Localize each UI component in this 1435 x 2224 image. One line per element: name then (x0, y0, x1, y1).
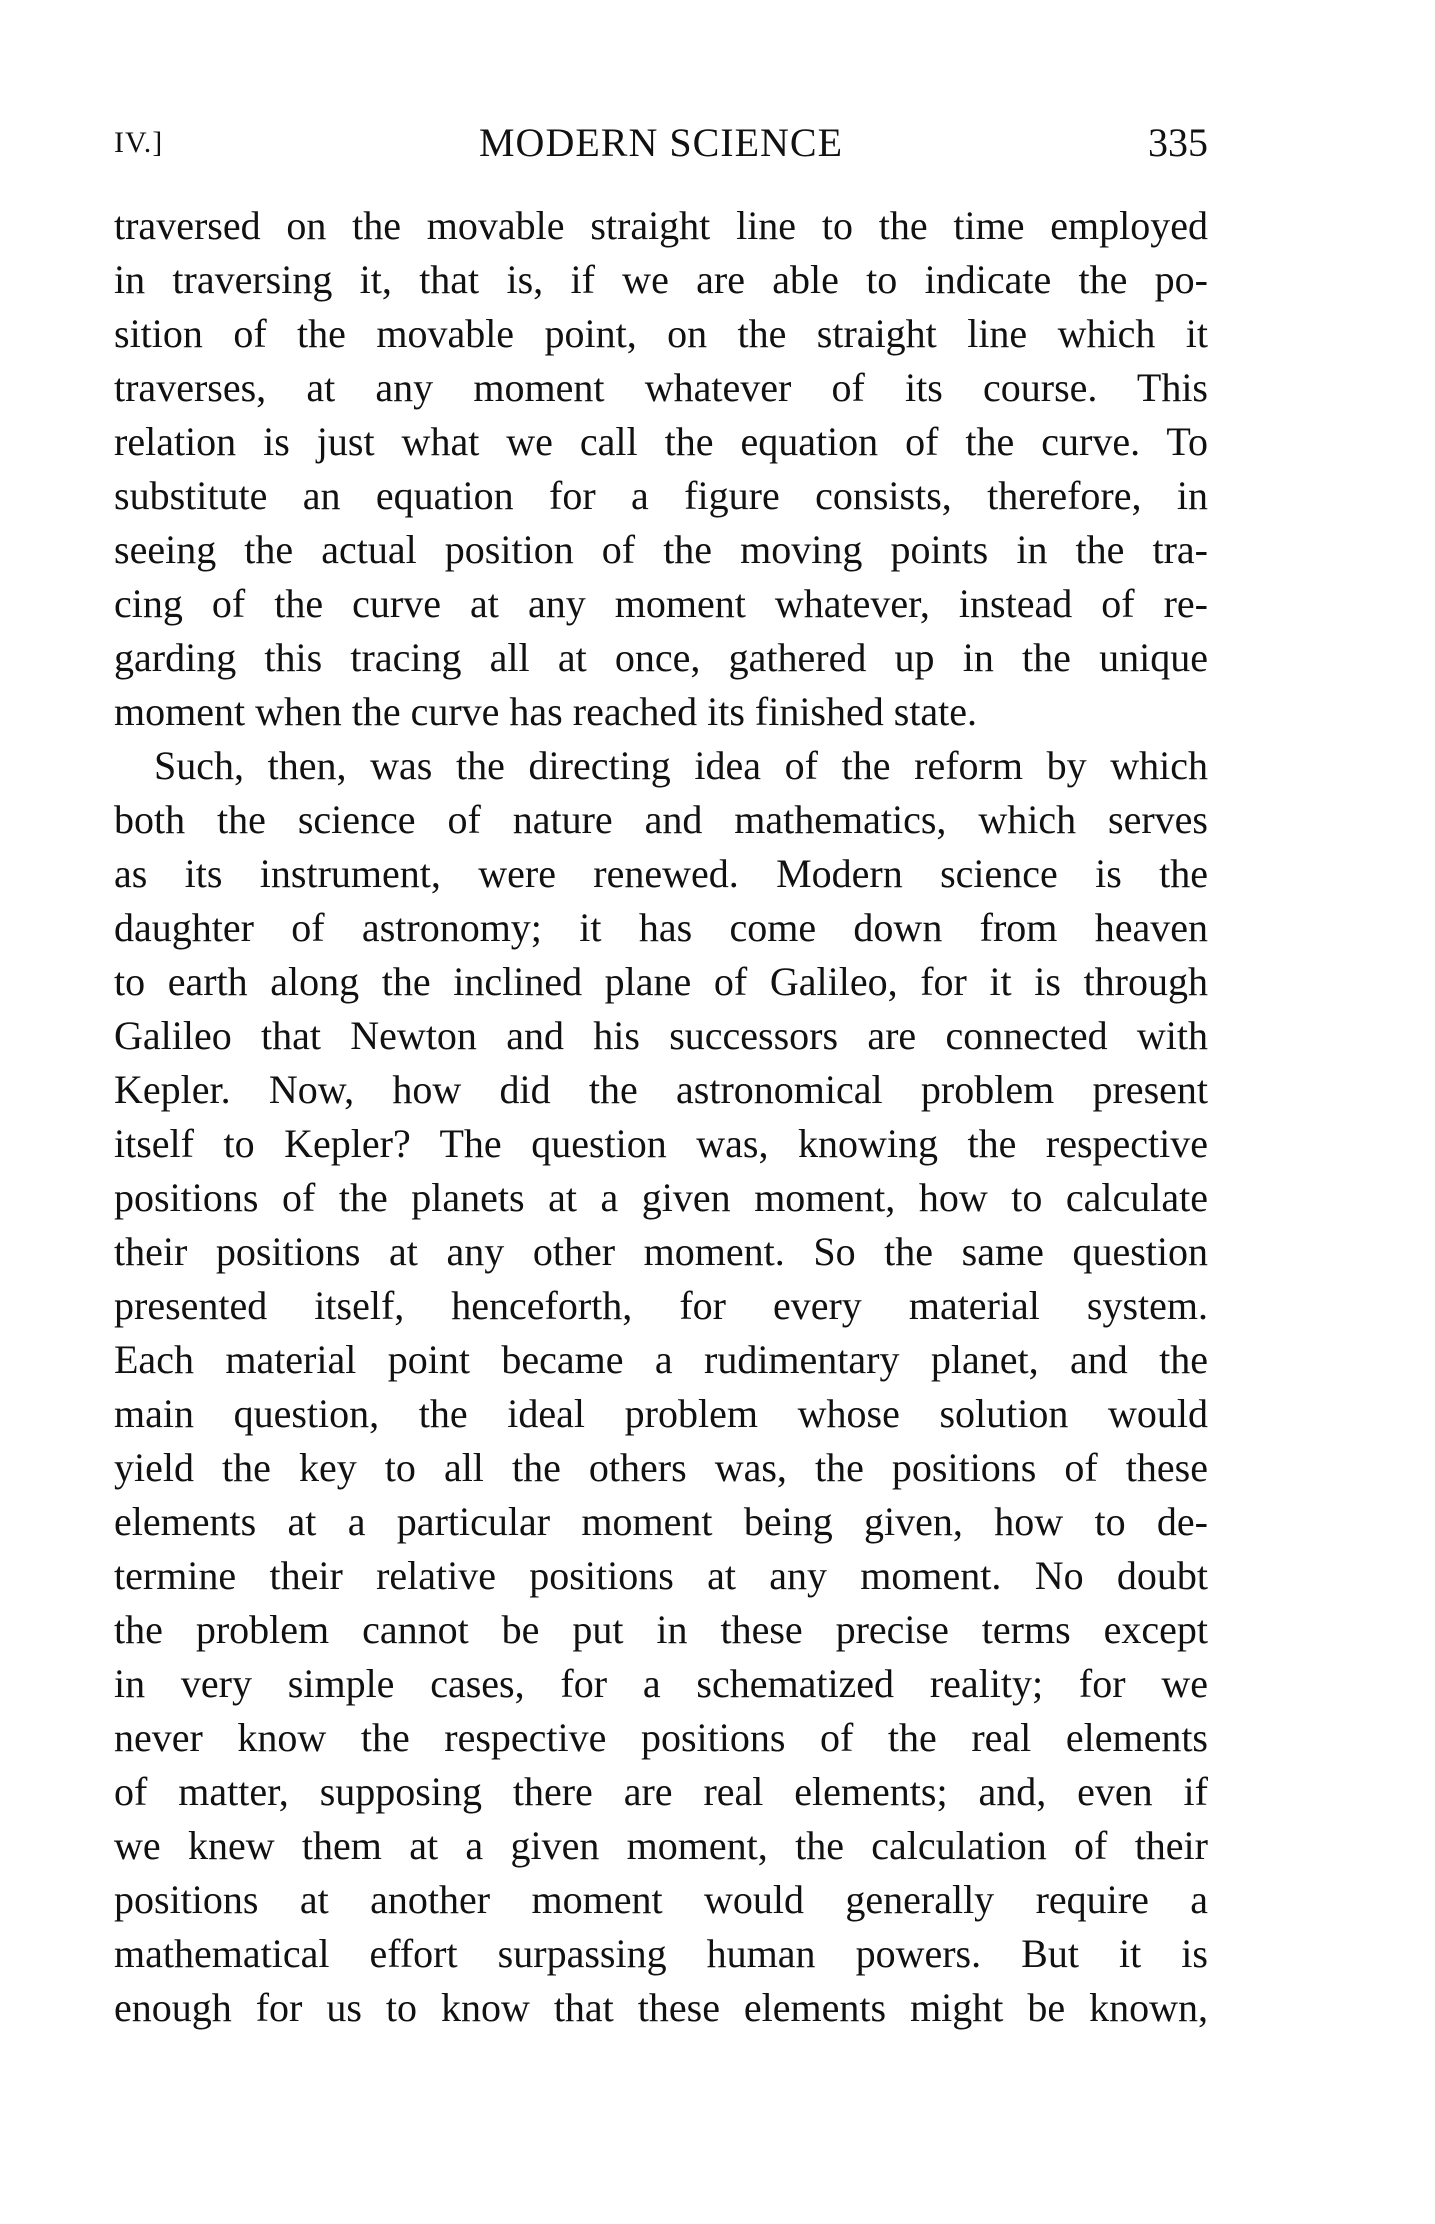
text-line: mathematical effort surpassing human powers. But it is (114, 1931, 1208, 1976)
text-line: in very simple cases, for a schematized reality; for we (114, 1661, 1208, 1706)
text-line: the problem cannot be put in these precise terms except (114, 1607, 1208, 1652)
text-line: sition of the movable point, on the straight line which it (114, 311, 1208, 356)
text-line: presented itself, henceforth, for every material system. (114, 1283, 1208, 1328)
text-line: never know the respective positions of the real elements (114, 1715, 1208, 1760)
text-line: seeing the actual position of the moving points in the tra- (114, 527, 1208, 572)
text-line: cing of the curve at any moment whatever, instead of re- (114, 581, 1208, 626)
text-line: relation is just what we call the equation of the curve. To (114, 419, 1208, 464)
text-line: their positions at any other moment. So the same question (114, 1229, 1208, 1274)
text-line: as its instrument, were renewed. Modern science is the (114, 851, 1208, 896)
text-line: yield the key to all the others was, the positions of these (114, 1445, 1208, 1490)
text-line: positions at another moment would generally require a (114, 1877, 1208, 1922)
chapter-number: IV.] (114, 126, 164, 159)
text-line: main question, the ideal problem whose solution would (114, 1391, 1208, 1436)
body-text (114, 199, 1208, 2035)
text-line: of matter, supposing there are real elements; and, even if (114, 1769, 1208, 1814)
text-line: termine their relative positions at any moment. No doubt (114, 1553, 1208, 1598)
running-head (114, 118, 1208, 168)
text-line: in traversing it, that is, if we are able to indicate the po- (114, 257, 1208, 302)
text-line: both the science of nature and mathematics, which serves (114, 797, 1208, 842)
text-line: itself to Kepler? The question was, knowing the respective (114, 1121, 1208, 1166)
text-line: we knew them at a given moment, the calculation of their (114, 1823, 1208, 1868)
text-line: enough for us to know that these elements might be known, (114, 1985, 1208, 2030)
running-title: MODERN SCIENCE (478, 120, 844, 165)
text-line: garding this tracing all at once, gathered up in the unique (114, 635, 1208, 680)
text-line: to earth along the inclined plane of Galileo, for it is through (114, 959, 1208, 1004)
text-line: Kepler. Now, how did the astronomical problem present (114, 1067, 1208, 1112)
text-line: Each material point became a rudimentary planet, and the (114, 1337, 1208, 1382)
text-line: positions of the planets at a given moment, how to calculate (114, 1175, 1208, 1220)
text-line: moment when the curve has reached its finished state. (114, 689, 978, 734)
text-line: traversed on the movable straight line to the time employed (114, 203, 1208, 248)
text-line: Galileo that Newton and his successors are connected with (114, 1013, 1208, 1058)
text-line: substitute an equation for a figure consists, therefore, in (114, 473, 1208, 518)
text-line: daughter of astronomy; it has come down from heaven (114, 905, 1208, 950)
text-line: Such, then, was the directing idea of the reform by which (154, 743, 1208, 788)
page-number: 335 (1148, 120, 1208, 165)
text-line: traverses, at any moment whatever of its course. This (114, 365, 1208, 410)
text-line: elements at a particular moment being given, how to de- (114, 1499, 1208, 1544)
